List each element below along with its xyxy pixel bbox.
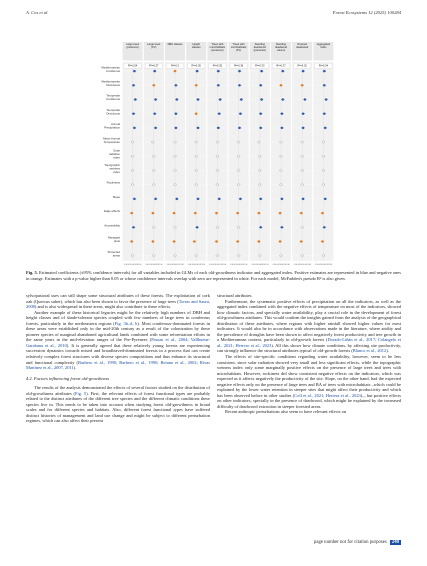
- running-header-authors: A. Cos et al.: [26, 10, 49, 15]
- estimate-point: [301, 184, 303, 186]
- citation-link[interactable]: Coll et al., 2021; Herrera et al., 2023: [294, 392, 361, 398]
- estimate-point: [279, 240, 281, 242]
- estimate-point: [174, 155, 176, 157]
- caption-label: Fig. 5.: [26, 270, 38, 275]
- estimate-point: [153, 255, 155, 257]
- estimate-point: [322, 169, 324, 171]
- estimate-point: [281, 127, 283, 129]
- estimate-point: [281, 226, 283, 228]
- estimate-point: [301, 155, 303, 157]
- estimate-point: [323, 84, 325, 86]
- axis-tick-labels: -1.00 -0.50 0.00 0.50 1.00: [314, 265, 333, 266]
- estimate-point: [155, 127, 157, 129]
- estimate-point: [301, 169, 303, 171]
- estimate-point: [322, 255, 324, 257]
- r2-label: R²=0.36: [191, 64, 201, 68]
- footer-note: page number not for citation purposes: [313, 540, 387, 545]
- left-paragraph-2: Another example of these historical legacies might be the relatively high numbers of DBH and height classes and of shade-tolerant species coupled with few numbers of large trees in coniferous forests, particularly in the northeastern regions (Fig. 3b–d, h). Most coniferous-dominated forests in these areas were established only in the mid-20th century as a result of the colonization by these pioneer species of marginal abandoned agricultural lands combined with some reforestation efforts in the same years in the mid-elevation ranges of the Pre-Pyrenees (Pausas et al., 2004; Vallbuena-Garabana et al., 2010). It is generally agreed that these relatively young forests are experiencing succession dynamics towards mixed and broadleaved-dominated forests in a process that can create relatively complex forest structures with diverse species compositions and thus enhance its structural and functional complexity (Barbero et al., 1990; Barbero et al., 1990; Retana et al., 2002; Rivas Martínez et al., 2007, 2011).: [26, 309, 211, 371]
- estimate-point: [153, 169, 155, 171]
- estimate-point: [153, 155, 155, 157]
- estimate-point: [300, 212, 302, 214]
- estimate-point: [323, 70, 325, 72]
- estimate-point: [301, 255, 303, 257]
- estimate-point: [216, 155, 218, 157]
- estimate-point: [132, 169, 134, 171]
- estimate-point: [134, 98, 136, 100]
- r2-label: R²=0.36: [233, 64, 244, 68]
- estimate-point: [176, 198, 178, 200]
- column-title: Height classes: [191, 43, 201, 50]
- axis-tick-labels: -1.00 -0.50 0.00 0.50 1.00: [229, 265, 248, 266]
- estimate-point: [132, 84, 134, 86]
- estimate-point: [215, 240, 217, 242]
- right-paragraph-3: The effects of site-specific conditions regarding water availability, however, seem to be less consistent, since solar radiation showed very small and less significant effects, while the topographic wetness index only some marginally positive effects on the presence of large trees and trees with microhabitats. However, rockiness did show consistent negative effects on the indicators, which was expected as it affects negatively the productivity of the site. Slope, on the other hand, had the expected negative effects only on the presence of large trees and BA of trees with microhabitats –which could be explained by the lower water retention in steeper sites that might affect their productivity and which has been observed before in other studies (Coll et al., 2021; Herrera et al., 2023)–, but positive effects on other indicators, specially in the presence of deadwood, which might be explained by the increased difficulty of deadwood extraction in steeper forested areas.: [217, 354, 401, 409]
- estimate-point: [238, 169, 240, 171]
- estimate-point: [321, 212, 323, 214]
- row-label: Accessibility: [104, 223, 120, 228]
- estimate-point: [323, 226, 325, 228]
- estimate-point: [259, 255, 261, 257]
- estimate-point: [239, 198, 241, 200]
- page-footer: [314, 540, 401, 545]
- axis-tick-labels: -1.00 -0.50 0.00 0.50 1.00: [123, 265, 142, 266]
- estimate-point: [195, 113, 197, 115]
- estimate-point: [174, 70, 176, 72]
- estimate-point: [173, 240, 175, 242]
- row-label: Mean Annual Temperature: [103, 136, 120, 144]
- estimate-point: [194, 212, 196, 214]
- estimate-point: [237, 212, 239, 214]
- estimate-point: [217, 84, 219, 86]
- estimate-point: [301, 84, 303, 86]
- column-title: Standing deadwood volume: [275, 43, 287, 53]
- axis-tick-labels: -1.00 -0.50 0.00 0.50 1.00: [208, 265, 227, 266]
- estimate-point: [260, 226, 262, 228]
- estimate-point: [196, 226, 198, 228]
- estimate-point: [132, 113, 134, 115]
- estimate-point: [175, 84, 177, 86]
- axis-tick-labels: -1.00 -0.50 0.00 0.50 1.00: [272, 265, 290, 266]
- r2-label: R²=0.2: [171, 64, 179, 68]
- row-label: Topographic wetness index: [104, 162, 120, 174]
- estimate-point: [193, 240, 195, 242]
- estimate-point: [322, 155, 324, 157]
- estimate-point: [259, 155, 261, 157]
- estimate-point: [324, 198, 326, 200]
- column-title: Trees with microhabitats (ΣV): [230, 43, 247, 53]
- estimate-point: [281, 198, 283, 200]
- estimate-point: [197, 98, 199, 100]
- citation-link[interactable]: Torras and Saura, 2008: [26, 298, 210, 310]
- estimate-point: [304, 98, 306, 100]
- section-heading: 4.2. Factors influencing forest old-growthness: [26, 375, 110, 381]
- left-column: [26, 293, 210, 424]
- figure-link[interactable]: Fig. 3b–d, h: [114, 320, 138, 326]
- estimate-point: [174, 141, 176, 143]
- estimate-point: [279, 212, 281, 214]
- column-title: Aggregated index: [316, 43, 331, 50]
- r2-label: R²=0.34: [318, 64, 329, 68]
- estimate-point: [238, 184, 240, 186]
- estimate-point: [197, 198, 199, 200]
- estimate-point: [132, 255, 134, 257]
- row-label: Temperate Coniferous: [106, 93, 120, 102]
- citation-link[interactable]: Barbero et al., 1990; Barbero et al., 1990; Retana et al., 2002; Rivas Martínez et al., 2007, 2011: [26, 359, 210, 371]
- axis-tick-labels: -1.00 -0.50 0.00 0.50 1.00: [187, 265, 205, 266]
- estimate-point: [302, 113, 304, 115]
- estimate-point: [282, 70, 284, 72]
- estimate-point: [219, 98, 221, 100]
- estimate-point: [238, 84, 240, 86]
- column-title: DBH classes: [167, 43, 183, 47]
- figure-link[interactable]: Fig. 5: [75, 390, 87, 396]
- estimate-point: [196, 70, 198, 72]
- row-label: Temperate Deciduous: [106, 107, 120, 116]
- estimate-point: [258, 240, 260, 242]
- estimate-point: [175, 113, 177, 115]
- figure-caption: [26, 270, 401, 281]
- estimate-point: [324, 127, 326, 129]
- estimate-point: [152, 240, 154, 242]
- citation-link[interactable]: Pausas et al., 2004; Vallbuena-Garabana et al., 2010: [26, 337, 211, 348]
- row-label: Mediterranean Coniferous: [101, 65, 120, 73]
- estimate-point: [260, 113, 262, 115]
- running-header-journal: Forest Ecosystems 12 (2025) 100284: [332, 10, 401, 15]
- estimate-point: [300, 240, 302, 242]
- r2-label: R²=0.37: [149, 64, 159, 68]
- estimate-point: [238, 141, 240, 143]
- estimate-point: [321, 240, 323, 242]
- estimate-point: [216, 184, 218, 186]
- right-paragraph-1: structural attributes.: [217, 293, 253, 298]
- estimate-point: [218, 198, 220, 200]
- estimate-point: [195, 155, 197, 157]
- estimate-point: [323, 113, 325, 115]
- axis-tick-labels: -1.00 -0.50 0.00 0.50 1.00: [293, 265, 311, 266]
- estimate-point: [133, 127, 135, 129]
- estimate-point: [281, 113, 283, 115]
- estimate-point: [195, 141, 197, 143]
- left-paragraph-1: sylvopastoral uses can still shape some structural attributes of these forests. The exploitation of cork oak (Quercus suber), which has also been shown to favor the presence of large trees (Torras and Saura, 2008) and is also widespread in these areas, might also contribute to these effects.: [26, 293, 210, 310]
- citation-link[interactable]: Dorado-Liñán et al., 2017; Colangelo et al., 2021; Herrero et al., 2023: [217, 337, 402, 348]
- page-number: 240: [391, 540, 399, 545]
- estimate-point: [152, 212, 154, 214]
- estimate-point: [282, 98, 284, 100]
- left-paragraph-3: The results of the analysis demonstrated the effects of several factors studied on the distribution of old-growthness attributes (Fig. 5). First, the relevant effects of forest functional types are probably related to the distinct attributes of the different tree species and the different climatic conditions these species live in. This needs to be taken into account when studying forest old-growthness in broad scales and for different species and habitats. Also, different forest functional types have suffered distinct histories of management and land use change and might be subject to different perturbation regimes, which can also affect their present: [26, 385, 211, 424]
- estimate-point: [132, 155, 134, 157]
- estimate-point: [154, 70, 156, 72]
- estimate-point: [302, 70, 304, 72]
- r2-label: R²=0.54: [127, 64, 138, 68]
- axis-tick-labels: -1.00 -0.50 0.00 0.50 1.00: [166, 265, 184, 266]
- caption-text: Estimated coefficients (±95% confidence intervals) for all variables included in GLMs of each old-growthness indicator and aggregated index. Positive estimates are represented in blue and negative ones in orange. Estimates with a p-value higher than 0.05 or whose confidence intervals overlap with zero are represented in white. For each model, McFadden's pseudo R² is also given.: [26, 270, 402, 281]
- column-title: Downed deadwood: [296, 43, 309, 50]
- estimate-point: [280, 141, 282, 143]
- estimate-point: [238, 155, 240, 157]
- column-title: Standing deadwood (presence): [253, 43, 267, 53]
- estimate-point: [260, 127, 262, 129]
- column-title: Trees with microhabitats (presence): [209, 43, 226, 53]
- estimate-point: [133, 70, 135, 72]
- estimate-point: [195, 255, 197, 257]
- estimate-point: [301, 226, 303, 228]
- r2-label: R²=0.33: [255, 64, 265, 68]
- row-label: Mediterranean Deciduous: [101, 79, 120, 87]
- row-label: Protected areas: [107, 249, 120, 258]
- estimate-point: [173, 212, 175, 214]
- estimate-point: [238, 255, 240, 257]
- estimate-point: [132, 141, 134, 143]
- estimate-point: [216, 226, 218, 228]
- row-label: Annual Precipitation: [104, 122, 120, 130]
- estimate-point: [174, 184, 176, 186]
- estimate-point: [153, 84, 155, 86]
- column-title: Large trees (ΣV): [147, 43, 161, 50]
- axis-tick-labels: -1.00 -0.50 0.00 0.50 1.00: [145, 265, 163, 266]
- estimate-point: [131, 240, 133, 242]
- r2-label: R²=0.37: [276, 64, 286, 68]
- estimate-point: [239, 113, 241, 115]
- estimate-point: [238, 127, 240, 129]
- estimate-point: [240, 98, 242, 100]
- estimate-point: [195, 169, 197, 171]
- estimate-point: [133, 198, 135, 200]
- estimate-point: [174, 169, 176, 171]
- estimate-point: [216, 255, 218, 257]
- estimate-point: [325, 98, 327, 100]
- right-paragraph-4: Recent anthropic perturbations also seem to have relevant effects on: [225, 409, 347, 415]
- estimate-point: [258, 141, 260, 143]
- estimate-point: [216, 141, 218, 143]
- estimate-point: [238, 226, 240, 228]
- estimate-point: [216, 169, 218, 171]
- estimate-point: [153, 184, 155, 186]
- row-label: Rockiness: [106, 180, 120, 185]
- row-label: Managed plots: [107, 235, 120, 244]
- estimate-point: [238, 70, 240, 72]
- row-label: Solar radiation index: [108, 148, 120, 160]
- estimate-point: [132, 226, 134, 228]
- estimate-point: [237, 240, 239, 242]
- axis-tick-labels: -1.00 -0.50 0.00 0.50 1.00: [251, 265, 269, 266]
- estimate-point: [259, 169, 261, 171]
- estimate-point: [131, 212, 133, 214]
- coefficient-chart-svg: [92, 42, 336, 266]
- estimate-point: [195, 184, 197, 186]
- estimate-point: [261, 70, 263, 72]
- estimate-point: [155, 198, 157, 200]
- right-paragraph-2: Furthermore, the systematic positive effects of precipitation on all the indicators, as well as the aggregated index combined with the negative effects of temperature on most of the indicators, showed how climatic factors, and specially water availability, play a crucial role in the development of forest old-growthness attributes. This would confirm the insights gained from the analysis of the geographical distribution of these attributes, where regions with higher rainfall showed higher values for most indicators. It would also be in accordance with observations made in the literature, where aridity and the prevalence of droughts have been shown to affect negatively forest productivity and tree growth in a Mediterranean context, particularly in old-growth forests (Dorado-Liñán et al., 2017; Colangelo et al., 2021; Herrero et al., 2023). All this shows how climate conditions, by affecting site productivity, can strongly influence the structural attributes typical of old-growth forests (Blanco et al., 2012).: [217, 298, 402, 354]
- estimate-point: [195, 84, 197, 86]
- estimate-point: [260, 84, 262, 86]
- estimate-point: [152, 141, 154, 143]
- estimate-point: [153, 226, 155, 228]
- estimate-point: [258, 212, 260, 214]
- estimate-point: [301, 141, 303, 143]
- citation-link[interactable]: Blanco et al., 2012: [352, 348, 387, 354]
- estimate-point: [215, 212, 217, 214]
- estimate-point: [302, 127, 304, 129]
- estimate-point: [154, 113, 156, 115]
- estimate-point: [176, 98, 178, 100]
- estimate-point: [280, 169, 282, 171]
- estimate-point: [217, 70, 219, 72]
- row-label: Slope: [112, 194, 120, 199]
- column-title: Large trees (presence): [126, 43, 140, 50]
- estimate-point: [280, 155, 282, 157]
- estimate-point: [197, 127, 199, 129]
- estimate-point: [132, 184, 134, 186]
- estimate-point: [175, 127, 177, 129]
- estimate-point: [218, 113, 220, 115]
- r2-label: R²=0.32: [297, 64, 307, 68]
- estimate-point: [261, 98, 263, 100]
- estimate-point: [259, 184, 261, 186]
- estimate-point: [260, 198, 262, 200]
- estimate-point: [155, 98, 157, 100]
- estimate-point: [322, 141, 324, 143]
- estimate-point: [322, 184, 324, 186]
- row-label: Edge effects: [103, 209, 120, 214]
- right-column: [217, 293, 401, 415]
- estimate-point: [280, 255, 282, 257]
- estimate-point: [174, 226, 176, 228]
- figure-5-coefficient-plot: [92, 42, 336, 266]
- estimate-point: [280, 184, 282, 186]
- estimate-point: [217, 127, 219, 129]
- estimate-point: [302, 198, 304, 200]
- estimate-point: [174, 255, 176, 257]
- r2-label: R²=0.35: [212, 64, 223, 68]
- estimate-point: [280, 84, 282, 86]
